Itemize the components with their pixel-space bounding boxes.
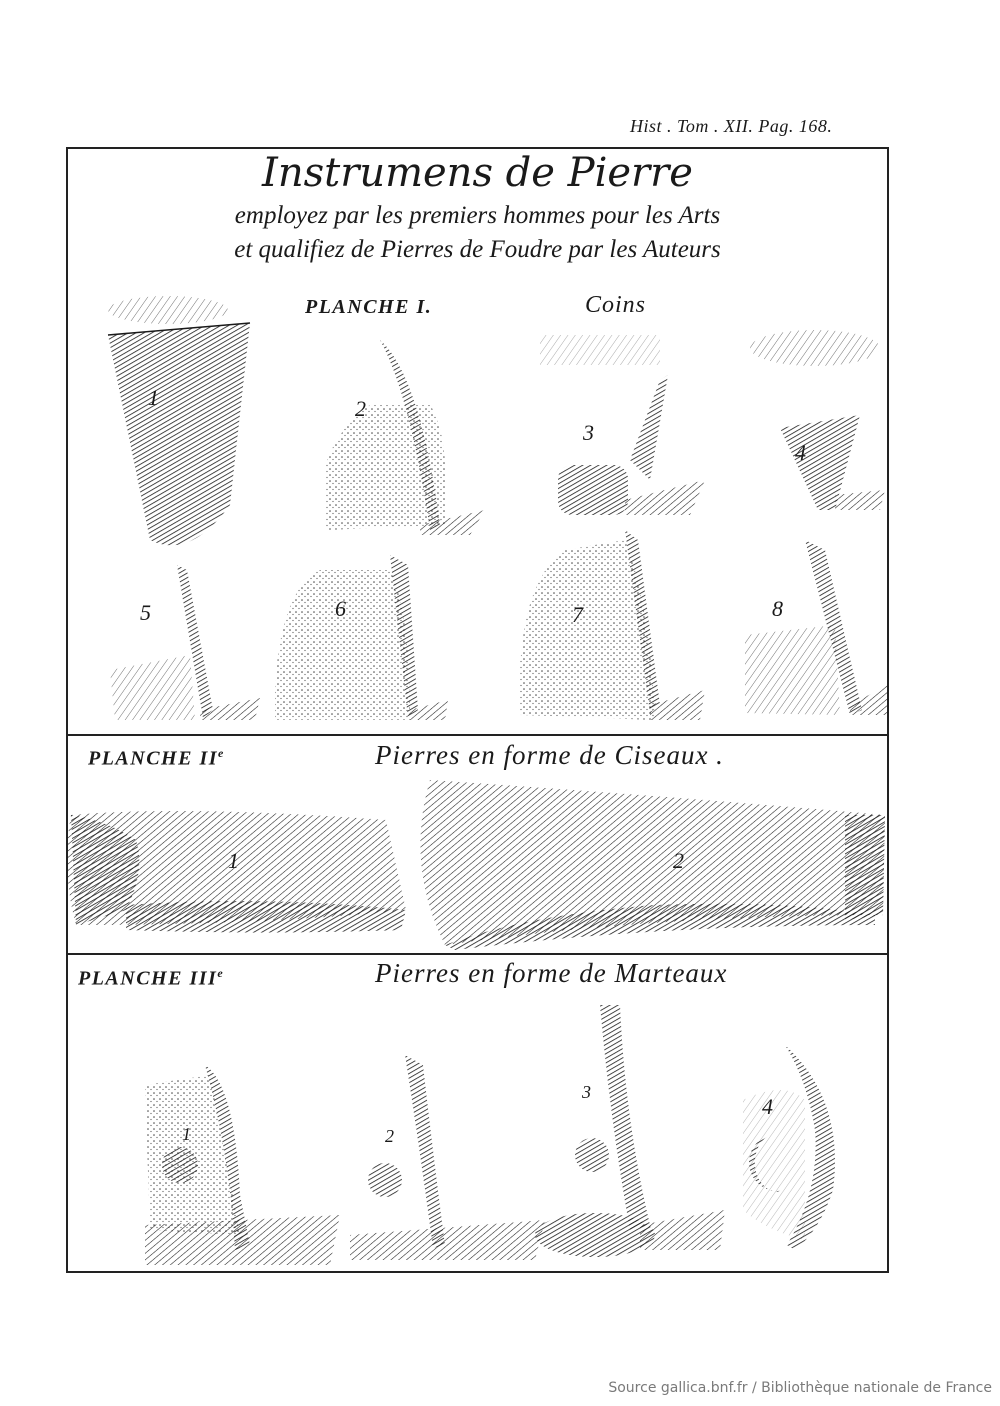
plate-1-label: PLANCHE I. <box>305 296 433 318</box>
plate-3-label-sup: e <box>217 966 225 980</box>
plate-2-label <box>88 746 225 771</box>
plate-2-label-sup: e <box>218 746 225 760</box>
plate-2-label-text: PLANCHE II <box>88 747 219 770</box>
plate-1-figure-1 <box>90 285 290 555</box>
divider-plate-1-2 <box>66 734 889 736</box>
plate-1-figure-number-7: 7 <box>572 602 583 627</box>
plate-3-figure-number-3: 3 <box>582 1082 591 1102</box>
plate-1-figure-number-2: 2 <box>355 396 366 421</box>
plate-1-figure-8 <box>740 535 890 720</box>
plate-3-figure-4 <box>735 1040 885 1260</box>
plate-3-figure-number-2: 2 <box>385 1126 394 1146</box>
plate-1-figure-number-6: 6 <box>335 596 346 621</box>
page-title: Instrumens de Pierre <box>262 150 693 196</box>
plate-1-figure-2 <box>310 335 490 545</box>
plate-1-caption: Coins <box>585 292 647 318</box>
plate-2-figure-1 <box>66 800 416 940</box>
plate-1-figure-5 <box>105 560 265 730</box>
plate-1-figure-number-3: 3 <box>583 420 594 445</box>
page-subtitle-line-1: employez par les premiers hommes pour les Arts <box>234 202 721 229</box>
plate-2-figure-number-2: 2 <box>673 848 684 873</box>
plate-1-figure-6 <box>270 550 450 725</box>
plate-3-caption: Pierres en forme de Marteaux <box>375 958 728 988</box>
plate-3-figure-number-1: 1 <box>182 1124 191 1144</box>
page-reference: Hist . Tom . XII. Pag. 168. <box>630 116 833 136</box>
plate-3-figure-2 <box>345 1050 545 1265</box>
plate-1-figure-number-5: 5 <box>140 600 151 625</box>
plate-3-figure-1 <box>140 1055 340 1275</box>
plate-1-figure-3 <box>520 330 720 530</box>
plate-1-figure-number-8: 8 <box>772 596 783 621</box>
plate-3-figure-3 <box>530 1000 730 1265</box>
source-footer: Source gallica.bnf.fr / Bibliothèque nationale de France <box>608 1380 992 1396</box>
plate-2-figure-2 <box>405 775 890 955</box>
plate-2-caption: Pierres en forme de Ciseaux . <box>375 740 724 770</box>
plate-1-figure-4 <box>740 320 885 520</box>
plate-1-figure-number-4: 4 <box>795 440 806 465</box>
plate-1-figure-number-1: 1 <box>148 385 159 410</box>
plate-3-figure-number-4: 4 <box>762 1094 773 1119</box>
plate-2-figure-number-1: 1 <box>228 848 239 873</box>
plate-1-figure-7 <box>510 525 710 725</box>
plate-3-label-text: PLANCHE III <box>78 967 218 990</box>
plate-3-label <box>78 966 224 991</box>
page-subtitle-line-2: et qualifiez de Pierres de Foudre par les Auteurs <box>234 236 721 263</box>
